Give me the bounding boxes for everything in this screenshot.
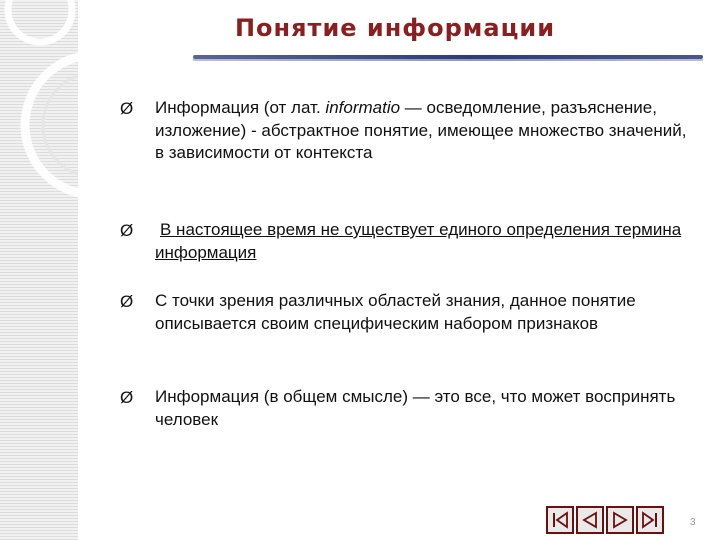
title-underline-shadow bbox=[193, 59, 703, 61]
arrow-bullet-icon: Ø bbox=[120, 388, 134, 407]
bullet-text: С точки зрения различных областей знания, данное понятие описывается своим специфическим набором признаков bbox=[155, 291, 636, 333]
previous-slide-button[interactable] bbox=[576, 506, 604, 534]
decorative-circles-graphic bbox=[0, 0, 78, 540]
last-slide-icon bbox=[640, 510, 660, 530]
slide-navigation bbox=[546, 506, 664, 534]
next-slide-button[interactable] bbox=[606, 506, 634, 534]
page-number: 3 bbox=[690, 517, 696, 528]
bullet-text bbox=[155, 97, 700, 165]
decorative-side-strip bbox=[0, 0, 78, 540]
next-slide-icon bbox=[610, 510, 630, 530]
bullet-text: В настоящее время не существует единого определения термина информация bbox=[155, 220, 682, 262]
previous-slide-icon bbox=[580, 510, 600, 530]
arrow-bullet-icon: Ø bbox=[120, 99, 134, 118]
arrow-bullet-icon: Ø bbox=[120, 221, 134, 240]
first-slide-icon bbox=[550, 510, 570, 530]
bullet-text: Информация (в общем смысле) — это все, что может воспринять человек bbox=[155, 387, 676, 429]
definition-text-start: Информация (от лат. bbox=[155, 98, 326, 117]
slide-title: Понятие информации bbox=[234, 14, 556, 42]
first-slide-button[interactable] bbox=[546, 506, 574, 534]
definition-text-end: — осведомление, разъяснение, изложение) - абстрактное понятие, имеющее множество значений, в зависимости от контекста bbox=[155, 98, 687, 162]
arrow-bullet-icon: Ø bbox=[120, 292, 134, 311]
last-slide-button[interactable] bbox=[636, 506, 664, 534]
latin-term: informatio bbox=[325, 98, 401, 117]
